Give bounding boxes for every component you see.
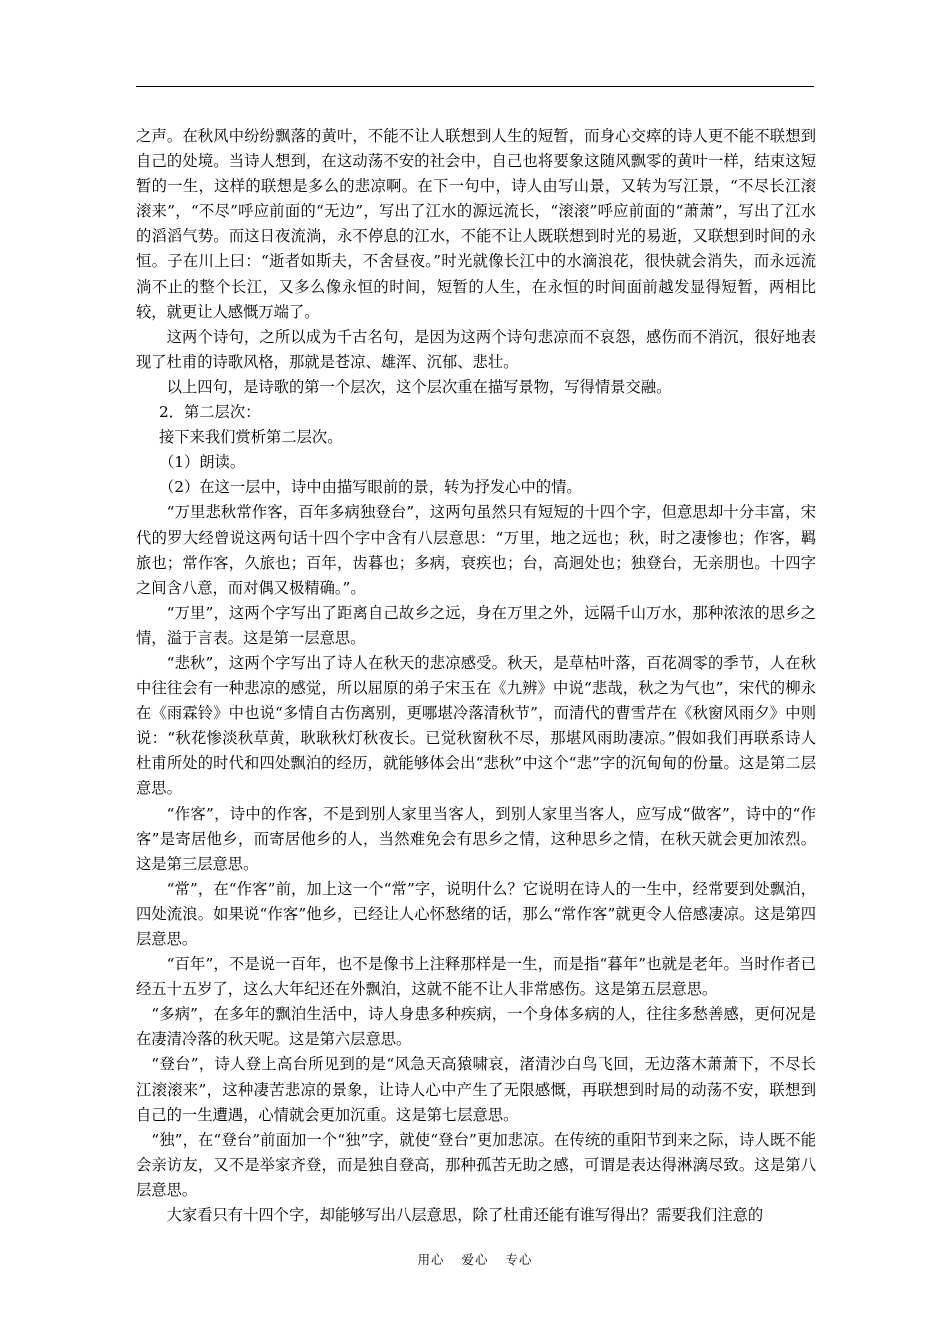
- section-heading: 2．第二层次：: [158, 403, 261, 422]
- document-body: [136, 124, 816, 1228]
- footer-word-3: 专心: [505, 1252, 533, 1267]
- paragraph-3: 以上四句，是诗歌的第一个层次，这个层次重在描写景物，写得情景交融。: [166, 377, 672, 396]
- paragraph-17: 大家看只有十四个字，却能够写出八层意思，除了杜甫还能有谁写得出？需要我们注意的: [166, 1206, 764, 1225]
- paragraph-6: （1）朗读。: [158, 453, 246, 472]
- paragraph-10: “悲秋”，这两个字写出了诗人在秋天的悲凉感受。秋天，是草枯叶落，百花凋零的季节，人在秋中往往会有一种悲凉的感觉，所以屈原的弟子宋玉在《九辨》中说“悲哉，秋之为气也”，宋代的柳永在《雨霖铃》中也说“多情自古伤离别，更哪堪冷落清秋节”，而清代的曹雪芹在《秋窗风雨夕》中则说：“秋花惨淡秋草黄，耿耿秋灯秋夜长。已觉秋窗秋不尽，那堪风雨助凄凉。”假如我们再联系诗人杜甫所处的时代和四处飘泊的经历，就能够体会出“悲秋”中这个“悲”字的沉甸甸的份量。这是第二层意思。: [136, 653, 816, 798]
- paragraph-16: “独”，在“登台”前面加一个“独”字，就使“登台”更加悲凉。在传统的重阳节到来之际，诗人既不能会亲访友，又不是举家齐登，而是独自登高，那种孤苦无助之感，可谓是表达得淋漓尽致。这是第八层意思。: [136, 1130, 816, 1199]
- paragraph-7: （2）在这一层中，诗中由描写眼前的景，转为抒发心中的情。: [158, 478, 582, 497]
- paragraph-5: 接下来我们赏析第二层次。: [158, 428, 343, 447]
- paragraph-11: “作客”，诗中的作客，不是到别人家里当客人，到别人家里当客人，应写成“做客”，诗中的“作客”是寄居他乡，而寄居他乡的人，当然难免会有思乡之情，这种思乡之情，在秋天就会更加浓烈。这是第三层意思。: [136, 804, 816, 873]
- paragraph-8: “万里悲秋常作客，百年多病独登台”，这两句虽然只有短短的十四个字，但意思却十分丰富，宋代的罗大经曾说这两句话十四个字中含有八层意思：“万里，地之远也；秋，时之凄惨也；作客，羁旅也；常作客，久旅也；百年，齿暮也；多病，衰疾也；台，高迥处也；独登台，无亲朋也。十四字之间含八意，而对偶又极精确。”。: [136, 503, 816, 597]
- page-footer: [0, 1250, 950, 1268]
- paragraph-1: 之声。在秋风中纷纷飘落的黄叶，不能不让人联想到人生的短暂，而身心交瘁的诗人更不能不联想到自己的处境。当诗人想到，在这动荡不安的社会中，自己也将要象这随风飘零的黄叶一样，结束这短暂的一生，这样的联想是多么的悲凉啊。在下一句中，诗人由写山景，又转为写江景，“不尽长江滚滚来”，“不尽”呼应前面的“无边”，写出了江水的源远流长，“滚滚”呼应前面的“萧萧”，写出了江水的滔滔气势。而这日夜流淌，永不停息的江水，不能不让人既联想到时光的易逝，又联想到时间的永恒。子在川上曰：“逝者如斯夫，不舍昼夜。”时光就像长江中的水滴浪花，很快就会消失，而永远流淌不止的整个长江，又多么像永恒的时间，短暂的人生，在永恒的时间面前越发显得短暂，两相比较，就更让人感慨万端了。: [136, 127, 816, 321]
- header-rule: [136, 86, 814, 87]
- paragraph-2: 这两个诗句，之所以成为千古名句，是因为这两个诗句悲凉而不哀怨，感伤而不消沉，很好地表现了杜甫的诗歌风格，那就是苍凉、雄浑、沉郁、悲壮。: [136, 327, 816, 371]
- paragraph-15: “登台”，诗人登上高台所见到的是“风急天高猿啸哀，渚清沙白鸟飞回，无边落木萧萧下，不尽长江滚滚来”，这种凄苦悲凉的景象，让诗人心中产生了无限感慨，再联想到时局的动荡不安，联想到自己的一生遭遇，心情就会更加沉重。这是第七层意思。: [136, 1055, 816, 1124]
- paragraph-14: “多病”，在多年的飘泊生活中，诗人身患多种疾病，一个身体多病的人，往往多愁善感，更何况是在凄清冷落的秋天呢。这是第六层意思。: [136, 1005, 816, 1049]
- paragraph-9: “万里”，这两个字写出了距离自己故乡之远，身在万里之外，远隔千山万水，那种浓浓的思乡之情，溢于言表。这是第一层意思。: [136, 603, 816, 647]
- footer-word-2: 爱心: [461, 1252, 489, 1267]
- footer-word-1: 用心: [417, 1252, 445, 1267]
- paragraph-13: “百年”，不是说一百年，也不是像书上注释那样是一生，而是指“暮年”也就是老年。当时作者已经五十五岁了，这么大年纪还在外飘泊，这就不能不让人非常感伤。这是第五层意思。: [136, 955, 816, 999]
- paragraph-12: “常”，在“作客”前，加上这一个“常”字，说明什么？它说明在诗人的一生中，经常要到处飘泊，四处流浪。如果说“作客”他乡，已经让人心怀愁绪的话，那么“常作客”就更令人倍感凄凉。这是第四层意思。: [136, 879, 816, 948]
